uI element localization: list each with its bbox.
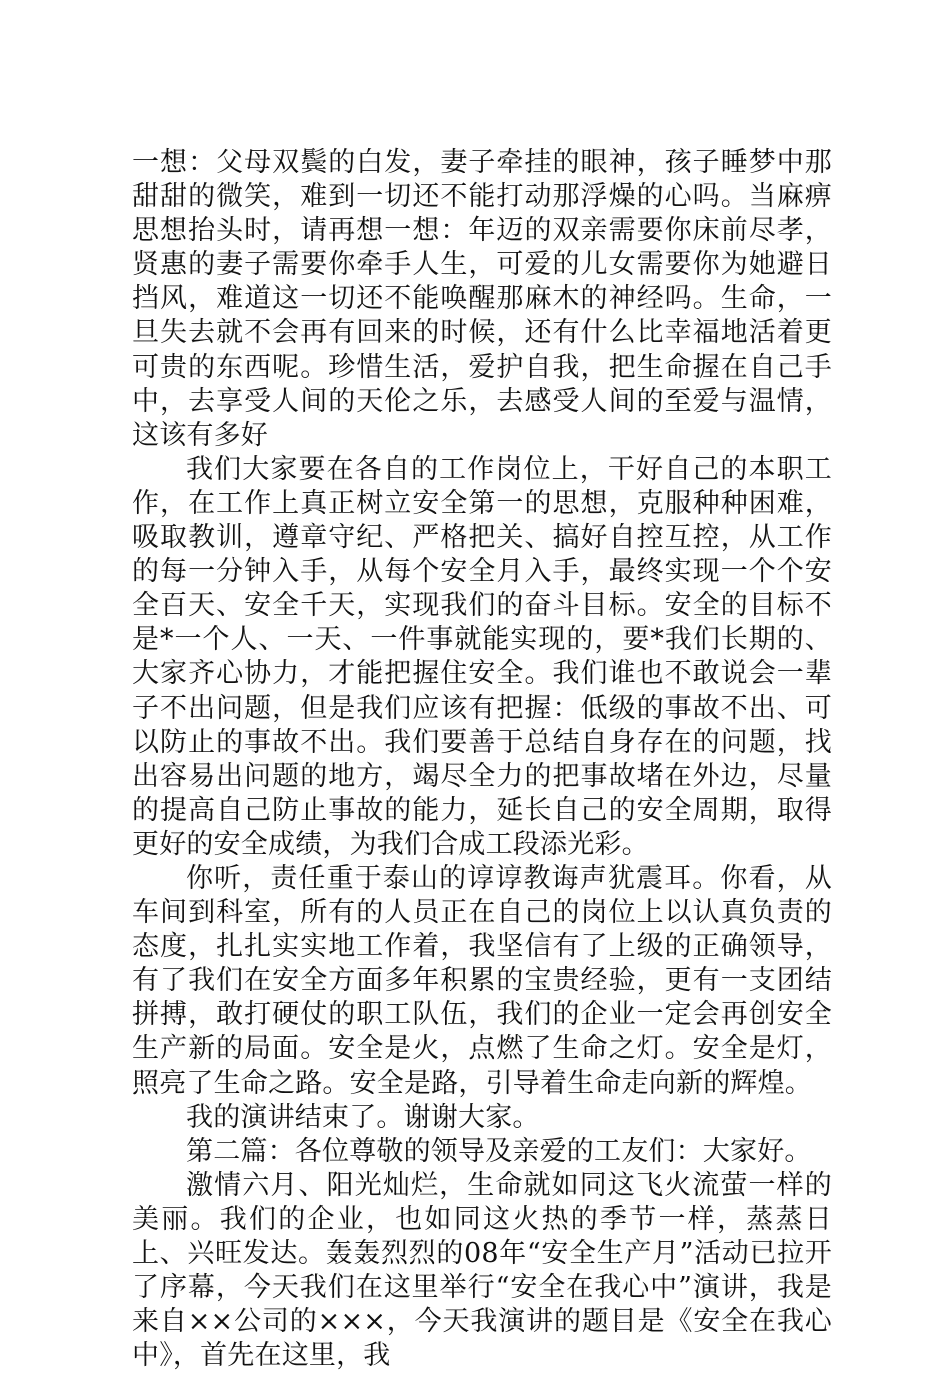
paragraph-4: 我的演讲结束了。谢谢大家。 [186, 1101, 540, 1133]
paragraph-2: 我们大家要在各自的工作岗位上，干好自己的本职工作，在工作上真正树立安全第一的思想，克服种种困难，吸取教训，遵章守纪、严格把关、搞好自控互控，从工作的每一分钟入手，从每个安全月入手，最终实现一个个安全百天、安全千天，实现我们的奋斗目标。安全的目标不是*一个人、一天、一件事就能实现的，要*我们长期的、大家齐心协力，才能把握住安全。我们谁也不敢说会一辈子不出问题，但是我们应该有把握：低级的事故不出、可以防止的事故不出。我们要善于总结自身存在的问题，找出容易出问题的地方，竭尽全力的把事故堵在外边，尽量的提高自己防止事故的能力，延长自己的安全周期，取得更好的安全成绩，为我们合成工段添光彩。 [132, 453, 832, 860]
document-body [132, 146, 832, 1373]
paragraph-6: 激情六月、阳光灿烂，生命就如同这飞火流萤一样的美丽。我们的企业，也如同这火热的季节一样，蒸蒸日上、兴旺发达。轰轰烈烈的08年“安全生产月”活动已拉开了序幕，今天我们在这里举行“安全在我心中”演讲，我是来自××公司的×××，今天我演讲的题目是《安全在我心中》，首先在这里，我 [132, 1169, 832, 1372]
paragraph-3: 你听，责任重于泰山的谆谆教诲声犹震耳。你看，从车间到科室，所有的人员正在自己的岗位上以认真负责的态度，扎扎实实地工作着，我坚信有了上级的正确领导，有了我们在安全方面多年积累的宝贵经验，更有一支团结拼搏，敢打硬仗的职工队伍，我们的企业一定会再创安全生产新的局面。安全是火，点燃了生命之灯。安全是灯，照亮了生命之路。安全是路，引导着生命走向新的辉煌。 [132, 862, 832, 1099]
paragraph-5-section-heading: 第二篇：各位尊敬的领导及亲爱的工友们：大家好。 [186, 1135, 812, 1167]
paragraph-1: 一想：父母双鬓的白发，妻子牵挂的眼神，孩子睡梦中那甜甜的微笑，难到一切还不能打动那浮燥的心吗。当麻痹思想抬头时，请再想一想：年迈的双亲需要你床前尽孝，贤惠的妻子需要你牵手人生，可爱的儿女需要你为她避日挡风，难道这一切还不能唤醒那麻木的神经吗。生命，一旦失去就不会再有回来的时候，还有什么比幸福地活着更可贵的东西呢。珍惜生活，爱护自我，把生命握在自己手中，去享受人间的天伦之乐，去感受人间的至爱与温情，这该有多好 [132, 147, 832, 451]
